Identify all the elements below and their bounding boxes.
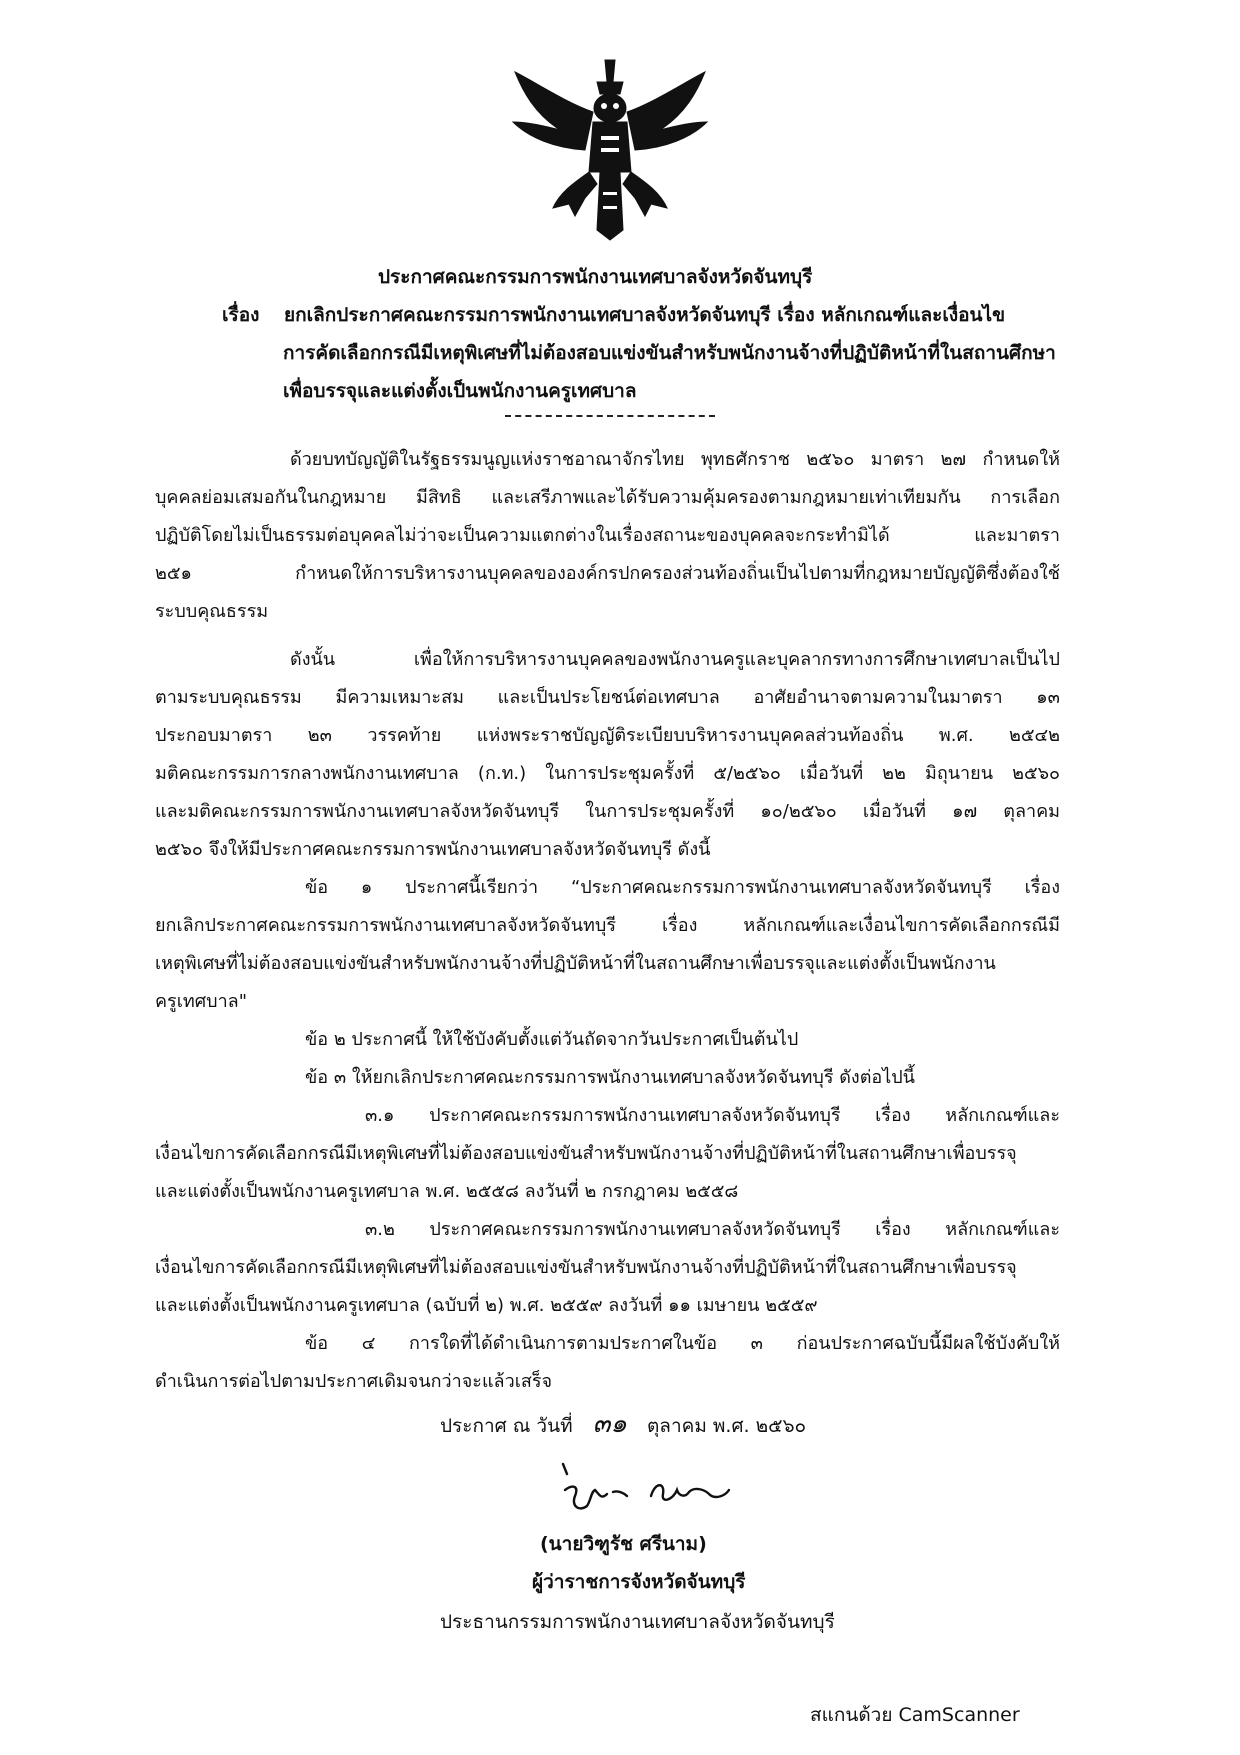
body-line: เงื่อนไขการคัดเลือกกรณีมีเหตุพิเศษที่ไม่ต้องสอบแข่งขันสำหรับพนักงานจ้างที่ปฏิบัติหน้าที่ในสถานศึกษาเพื่อบรรจุ: [155, 1143, 1017, 1164]
body-line: ประกอบมาตรา ๒๓ วรรคท้าย แห่งพระราชบัญญัติระเบียบบริหารงานบุคคลส่วนท้องถิ่น พ.ศ. ๒๕๔๒: [155, 725, 1060, 746]
scanner-watermark: สแกนด้วย CamScanner: [810, 1704, 1020, 1726]
body-line: ครูเทศบาล": [155, 991, 247, 1012]
handwritten-signature-icon: [555, 1460, 735, 1520]
subject-label: เรื่อง: [222, 304, 260, 326]
body-line: บุคคลย่อมเสมอกันในกฎหมาย มีสิทธิ และเสรีภาพและได้รับความคุ้มครองตามกฎหมายเท่าเทียมกัน การเลือก: [155, 487, 1060, 508]
announcement-date: [440, 1409, 807, 1439]
divider-line: [505, 415, 715, 417]
body-line: ระบบคุณธรรม: [155, 601, 269, 622]
body-line: ดำเนินการต่อไปตามประกาศเดิมจนกว่าจะแล้วเสร็จ: [155, 1371, 553, 1392]
body-line: และแต่งตั้งเป็นพนักงานครูเทศบาล พ.ศ. ๒๕๕๘ ลงวันที่ ๒ กรกฎาคม ๒๕๕๘: [155, 1181, 739, 1202]
signer-role: ประธานกรรมการพนักงานเทศบาลจังหวัดจันทบุรี: [440, 1611, 835, 1633]
body-line: ๓.๑ ประกาศคณะกรรมการพนักงานเทศบาลจังหวัดจันทบุรี เรื่อง หลักเกณฑ์และ: [365, 1105, 1060, 1126]
body-line: และมติคณะกรรมการพนักงานเทศบาลจังหวัดจันทบุรี ในการประชุมครั้งที่ ๑๐/๒๕๖๐ เมื่อวันที่ ๑๗ ตุลาคม: [155, 801, 1060, 822]
signer-position: ผู้ว่าราชการจังหวัดจันทบุรี: [532, 1571, 746, 1593]
body-line: ๓.๒ ประกาศคณะกรรมการพนักงานเทศบาลจังหวัดจันทบุรี เรื่อง หลักเกณฑ์และ: [365, 1219, 1060, 1240]
body-line: ด้วยบทบัญญัติในรัฐธรรมนูญแห่งราชอาณาจักรไทย พุทธศักราช ๒๕๖๐ มาตรา ๒๗ กำหนดให้: [290, 449, 1060, 470]
body-line: ข้อ ๑ ประกาศนี้เรียกว่า “ประกาศคณะกรรมการพนักงานเทศบาลจังหวัดจันทบุรี เรื่อง: [305, 877, 1060, 898]
date-rest: ตุลาคม พ.ศ. ๒๕๖๐: [646, 1415, 807, 1437]
date-prefix: ประกาศ ณ วันที่: [440, 1415, 573, 1437]
body-line: เหตุพิเศษที่ไม่ต้องสอบแข่งขันสำหรับพนักงานจ้างที่ปฏิบัติหน้าที่ในสถานศึกษาเพื่อบรรจุและแต่งตั้งเป็นพนักงาน: [155, 953, 996, 974]
body-line: และแต่งตั้งเป็นพนักงานครูเทศบาล (ฉบับที่ ๒) พ.ศ. ๒๕๕๙ ลงวันที่ ๑๑ เมษายน ๒๕๕๙: [155, 1295, 818, 1316]
body-line: ปฏิบัติโดยไม่เป็นธรรมต่อบุคคลไม่ว่าจะเป็นความแตกต่างในเรื่องสถานะของบุคคลจะกระทำมิได้ และมาตรา: [155, 525, 1060, 546]
body-line: ดังนั้น เพื่อให้การบริหารงานบุคคลของพนักงานครูและบุคลากรทางการศึกษาเทศบาลเป็นไป: [290, 649, 1060, 670]
garuda-emblem-icon: [505, 52, 715, 242]
body-line: ข้อ ๔ การใดที่ได้ดำเนินการตามประกาศในข้อ ๓ ก่อนประกาศฉบับนี้มีผลใช้บังคับให้: [305, 1333, 1060, 1354]
signer-name: (นายวิฑูรัช ศรีนาม): [540, 1533, 707, 1555]
document-title: ประกาศคณะกรรมการพนักงานเทศบาลจังหวัดจันทบุรี: [378, 266, 813, 288]
subject-line: ยกเลิกประกาศคณะกรรมการพนักงานเทศบาลจังหวัดจันทบุรี เรื่อง หลักเกณฑ์และเงื่อนไข: [284, 304, 1006, 326]
body-line: ๒๕๑ กำหนดให้การบริหารงานบุคคลขององค์กรปกครองส่วนท้องถิ่นเป็นไปตามที่กฎหมายบัญญัติซึ่งต้องใช้: [155, 563, 1060, 584]
body-line: ข้อ ๓ ให้ยกเลิกประกาศคณะกรรมการพนักงานเทศบาลจังหวัดจันทบุรี ดังต่อไปนี้: [305, 1067, 915, 1088]
body-line: ยกเลิกประกาศคณะกรรมการพนักงานเทศบาลจังหวัดจันทบุรี เรื่อง หลักเกณฑ์และเงื่อนไขการคัดเลือกกรณีมี: [155, 915, 1060, 936]
body-line: ข้อ ๒ ประกาศนี้ ให้ใช้บังคับตั้งแต่วันถัดจากวันประกาศเป็นต้นไป: [305, 1029, 799, 1050]
body-line: เงื่อนไขการคัดเลือกกรณีมีเหตุพิเศษที่ไม่ต้องสอบแข่งขันสำหรับพนักงานจ้างที่ปฏิบัติหน้าที่ในสถานศึกษาเพื่อบรรจุ: [155, 1257, 1017, 1278]
subject-line: เพื่อบรรจุและแต่งตั้งเป็นพนักงานครูเทศบาล: [283, 380, 637, 402]
subject-line: การคัดเลือกกรณีมีเหตุพิเศษที่ไม่ต้องสอบแข่งขันสำหรับพนักงานจ้างที่ปฏิบัติหน้าที่ในสถานศึกษา: [283, 342, 1056, 364]
date-day: ๓๑: [592, 1409, 627, 1439]
body-line: ตามระบบคุณธรรม มีความเหมาะสม และเป็นประโยชน์ต่อเทศบาล อาศัยอำนาจตามความในมาตรา ๑๓: [155, 687, 1060, 708]
body-line: มติคณะกรรมการกลางพนักงานเทศบาล (ก.ท.) ในการประชุมครั้งที่ ๕/๒๕๖๐ เมื่อวันที่ ๒๒ มิถุนายน ๒๕๖๐: [155, 763, 1060, 784]
body-line: ๒๕๖๐ จึงให้มีประกาศคณะกรรมการพนักงานเทศบาลจังหวัดจันทบุรี ดังนี้: [155, 839, 711, 860]
